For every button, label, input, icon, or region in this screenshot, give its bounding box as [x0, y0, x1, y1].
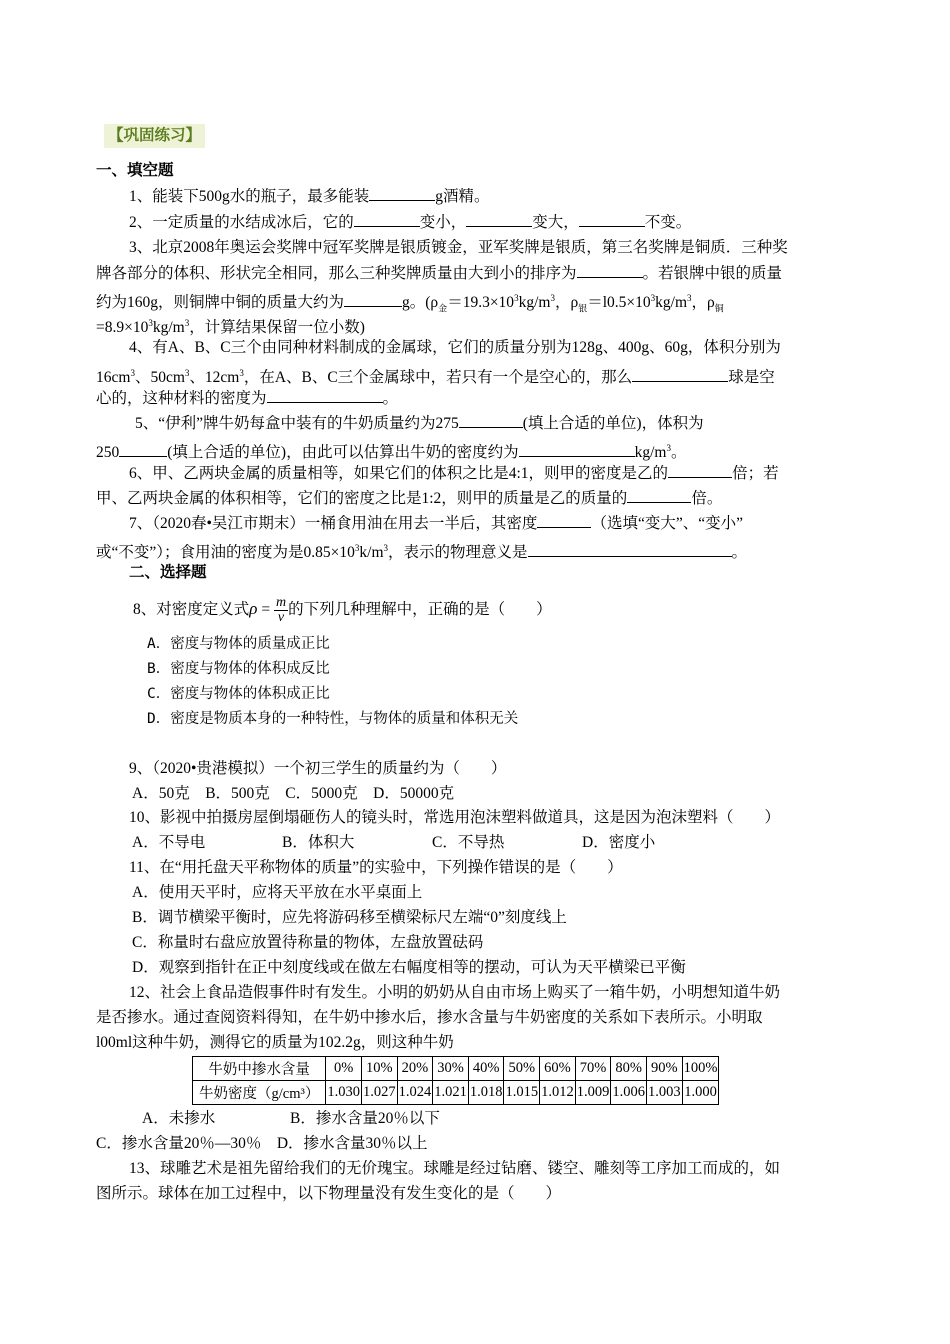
table-cell: 100%: [682, 1057, 719, 1081]
blank: [579, 210, 645, 227]
blank: [354, 210, 420, 227]
blank: [668, 461, 732, 478]
blank: [466, 210, 532, 227]
blank: [627, 486, 691, 503]
question-3-line-1: 3、北京2008年奥运会奖牌中冠军奖牌是银质镀金，亚军奖牌是银质，第三名奖牌是铜质．三种奖: [129, 239, 788, 256]
question-4-line-1: 4、有A、B、C三个由同种材料制成的金属球，它们的质量分别为128g、400g、60g，体积分别为: [129, 339, 781, 356]
question-4-line-2: $16cm^3$、$50cm^3$、$12cm^3$，在A、B、C三个金属球中，若只有一个是空心的，那么 球是空: [96, 361, 775, 390]
blank: [119, 440, 167, 457]
table-cell: 60%: [540, 1057, 576, 1081]
table-cell: 1.030: [326, 1081, 362, 1105]
question-3-line-4: $=8.9\times 10^3kg/m^3$，计算结果保留一位小数): [96, 318, 365, 337]
table-cell: 1.012: [540, 1081, 576, 1105]
q11-option-d: D．观察到指针在正中刻度线或在做左右幅度相等的摆动，可认为天平横梁已平衡: [132, 959, 686, 976]
table-cell: 1.018: [468, 1081, 504, 1105]
table-cell: 1.000: [682, 1081, 719, 1105]
table-cell: 1.003: [646, 1081, 682, 1105]
table-cell: 0%: [326, 1057, 362, 1081]
question-12-line-2: 是否掺水。通过查阅资料得知，在牛奶中掺水后，掺水含量与牛奶密度的关系如下表所示。小明取: [96, 1009, 763, 1026]
question-5-line-1: 5、“伊利”牌牛奶每盒中装有的牛奶质量约为275 (填上合适的单位)，体积为: [135, 411, 704, 436]
question-1: 1、能装下500g水的瓶子，最多能装 g酒精。: [129, 184, 490, 209]
table-cell: 10%: [361, 1057, 397, 1081]
table-row: [193, 1057, 719, 1081]
table-cell: 1.015: [504, 1081, 540, 1105]
heading-fill-blank: 一、填空题: [96, 162, 174, 179]
table-cell: 1.021: [433, 1081, 469, 1105]
table-cell: 70%: [575, 1057, 611, 1081]
q8-option-d: D．密度是物质本身的一种特性，与物体的质量和体积无关: [147, 711, 519, 727]
table-cell: 40%: [468, 1057, 504, 1081]
table-cell: 1.006: [611, 1081, 647, 1105]
table-cell: 1.024: [397, 1081, 433, 1105]
question-12-line-1: 12、社会上食品造假事件时有发生。小明的奶奶从自由市场上购买了一箱牛奶，小明想知道牛奶: [129, 984, 781, 1001]
question-13-line-1: 13、球雕艺术是祖先留给我们的无价瑰宝。球雕是经过钻磨、镂空、雕刻等工序加工而成的，如: [129, 1160, 781, 1177]
question-7-line-1: 7、（2020春•吴江市期末）一桶食用油在用去一半后，其密度 （选填“变大”、“变小”: [129, 511, 743, 536]
q11-option-b: B．调节横梁平衡时，应先将游码移至横梁标尺左端“0”刻度线上: [132, 909, 567, 926]
question-7-line-2: 或“不变”）；食用油的密度为是$0.85\times 10^3k/m^3$，表示的物理意义是 。: [96, 536, 747, 565]
question-4-line-3: 心的，这种材料的密度为 。: [96, 386, 398, 411]
density-fraction: $\frac{m}{v}$: [275, 594, 287, 625]
question-9-options: A．50克 B．500克 C．5000克 D．50000克: [132, 785, 455, 802]
q10-option-c: C．不导热: [432, 834, 505, 851]
q8-option-b: B．密度与物体的体积成反比: [147, 661, 330, 677]
blank: [459, 411, 523, 428]
table-cell: 30%: [433, 1057, 469, 1081]
q8-option-a: A．密度与物体的质量成正比: [147, 636, 330, 652]
q11-option-a: A．使用天平时，应将天平放在水平桌面上: [132, 884, 423, 901]
question-11-stem: 11、在“用托盘天平称物体的质量”的实验中，下列操作错误的是（ ）: [129, 859, 623, 876]
q8-option-c: C．密度与物体的体积成正比: [147, 686, 330, 702]
question-8-stem: 8、对密度定义式ρ = $\frac{m}{v}$ 的下列几种理解中，正确的是（ ）: [133, 594, 552, 625]
q12-option-cd: C．掺水含量20％—30％ D．掺水含量30％以上: [96, 1135, 428, 1152]
question-5-line-2: 250 (填上合适的单位)，由此可以估算出牛奶的密度约为 $kg/m^3$。: [96, 436, 686, 465]
table-row-label: 牛奶中掺水含量: [193, 1057, 326, 1081]
table-row: [193, 1081, 719, 1105]
question-12-line-3: l00ml这种牛奶，测得它的质量为102.2g，则这种牛奶: [96, 1034, 454, 1051]
table-row-label: 牛奶密度（g/cm³）: [193, 1081, 326, 1105]
q10-option-a: A．不导电: [132, 834, 206, 851]
blank: [344, 290, 402, 307]
question-6-line-1: 6、甲、乙两块金属的质量相等，如果它们的体积之比是4:1，则甲的密度是乙的 倍；若: [129, 461, 779, 486]
question-6-line-2: 甲、乙两块金属的体积相等，它们的密度之比是1:2，则甲的质量是乙的质量的 倍。: [96, 486, 722, 511]
milk-density-table: [192, 1056, 719, 1105]
section-tag: 【巩固练习】: [104, 124, 205, 148]
table-cell: 50%: [504, 1057, 540, 1081]
blank: [577, 261, 643, 278]
blank: [537, 511, 591, 528]
table-cell: 90%: [646, 1057, 682, 1081]
question-13-line-2: 图所示。球体在加工过程中，以下物理量没有发生变化的是（ ）: [96, 1185, 562, 1202]
blank: [267, 386, 383, 403]
question-3-line-2: 牌各部分的体积、形状完全相同，那么三种奖牌质量由大到小的排序为 。若银牌中银的质量: [96, 261, 782, 286]
blank: [369, 184, 435, 201]
question-9-stem: 9、（2020•贵港模拟）一个初三学生的质量约为（ ）: [129, 760, 507, 777]
q10-option-b: B．体积大: [282, 834, 355, 851]
table-cell: 20%: [397, 1057, 433, 1081]
rho-symbol: ρ: [249, 599, 258, 618]
table-cell: 80%: [611, 1057, 647, 1081]
blank: [632, 365, 728, 382]
heading-multiple-choice: 二、选择题: [129, 564, 207, 581]
q10-option-d: D．密度小: [582, 834, 656, 851]
q12-option-a: A．未掺水: [142, 1110, 216, 1127]
question-3-line-3: 约为160g，则铜牌中铜的质量大约为 g。($\rho_金=19.3\times 10^3kg/m^3$，$\rho_银=l0.5\times 10^3kg/m^3$，$\rho_铜$: [96, 286, 724, 320]
blank: [519, 440, 635, 457]
blank: [528, 540, 732, 557]
table-cell: 1.009: [575, 1081, 611, 1105]
q11-option-c: C．称量时右盘应放置待称量的物体，左盘放置砝码: [132, 934, 484, 951]
question-10-stem: 10、影视中拍摄房屋倒塌砸伤人的镜头时，常选用泡沫塑料做道具，这是因为泡沫塑料（ ）: [129, 809, 781, 826]
q12-option-b: B．掺水含量20％以下: [290, 1110, 440, 1127]
table-cell: 1.027: [361, 1081, 397, 1105]
question-2: 2、一定质量的水结成冰后，它的 变小， 变大， 不变。: [129, 210, 691, 235]
